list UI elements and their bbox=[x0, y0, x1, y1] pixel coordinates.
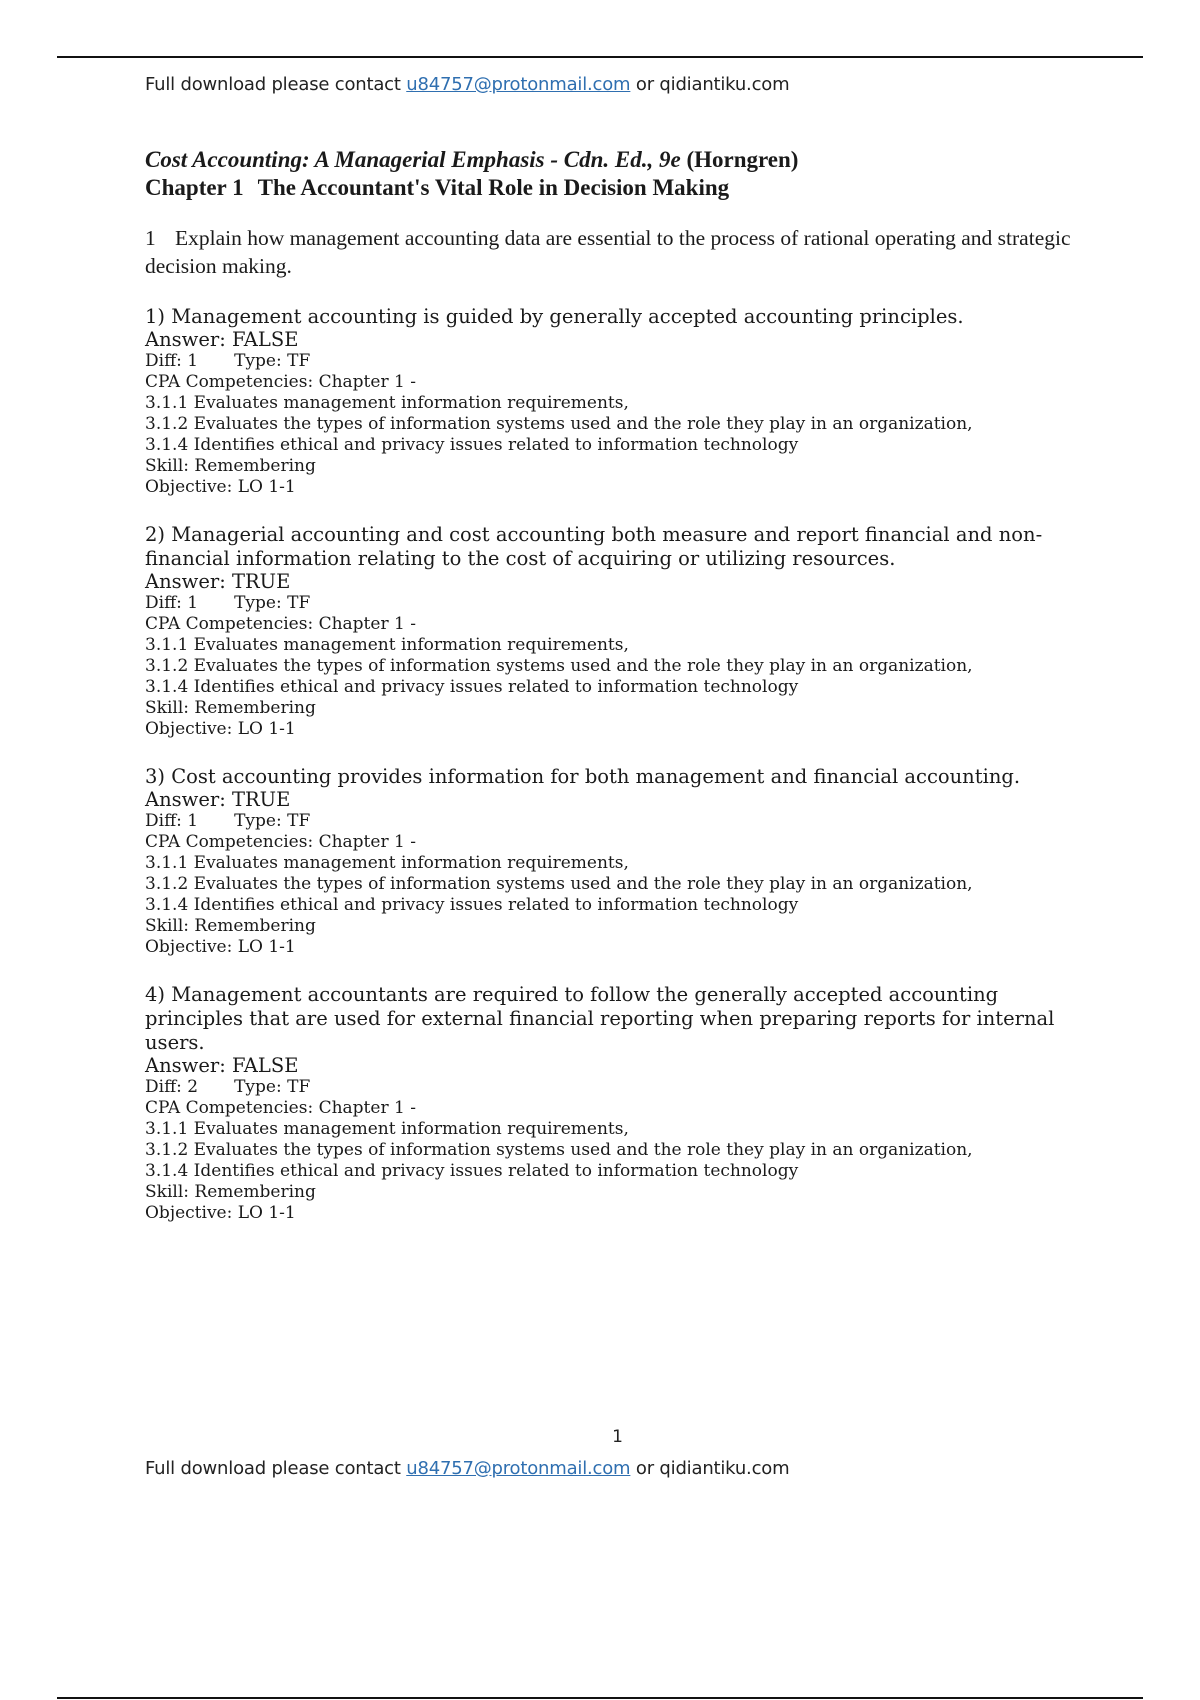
question-skill: Skill: Remembering bbox=[145, 1182, 316, 1202]
question-difficulty: Diff: 2 bbox=[145, 1077, 199, 1097]
bottom-page-rule bbox=[57, 1697, 1143, 1699]
question-item bbox=[145, 983, 1095, 1224]
question-competency-3-1-1: 3.1.1 Evaluates management information requirements, bbox=[145, 1119, 629, 1139]
question-objective: Objective: LO 1-1 bbox=[145, 1203, 296, 1223]
question-skill: Skill: Remembering bbox=[145, 916, 316, 936]
question-objective: Objective: LO 1-1 bbox=[145, 937, 296, 957]
chapter-label: Chapter 1 bbox=[145, 175, 244, 200]
question-competency-3-1-4: 3.1.4 Identifies ethical and privacy issues related to information technology bbox=[145, 435, 799, 455]
question-competency-3-1-4: 3.1.4 Identifies ethical and privacy issues related to information technology bbox=[145, 895, 799, 915]
question-type: Type: TF bbox=[234, 811, 311, 831]
question-text: 1) Management accounting is guided by generally accepted accounting principles. bbox=[145, 305, 964, 328]
question-answer: Answer: TRUE bbox=[145, 788, 291, 811]
question-cpa-competencies: CPA Competencies: Chapter 1 - bbox=[145, 614, 416, 634]
page-number: 1 bbox=[612, 1427, 623, 1447]
question-difficulty: Diff: 1 bbox=[145, 593, 199, 613]
question-cpa-competencies: CPA Competencies: Chapter 1 - bbox=[145, 372, 416, 392]
question-competency-3-1-2: 3.1.2 Evaluates the types of information systems used and the role they play in an organization, bbox=[145, 1140, 973, 1160]
question-text: 2) Managerial accounting and cost accounting both measure and report financial and non-financial information relating to the cost of acquiring or utilizing resources. bbox=[145, 523, 1043, 570]
footer-contact-prefix: Full download please contact bbox=[145, 1458, 407, 1479]
header-contact-email-link[interactable]: u84757@protonmail.com bbox=[406, 74, 631, 95]
question-competency-3-1-4: 3.1.4 Identifies ethical and privacy issues related to information technology bbox=[145, 677, 799, 697]
question-diff-type bbox=[145, 1077, 1095, 1098]
footer-contact-suffix: or qidiantiku.com bbox=[630, 1458, 790, 1479]
question-answer: Answer: TRUE bbox=[145, 570, 291, 593]
learning-objective-number: 1 bbox=[145, 226, 156, 250]
question-cpa-competencies: CPA Competencies: Chapter 1 - bbox=[145, 832, 416, 852]
question-competency-3-1-2: 3.1.2 Evaluates the types of information systems used and the role they play in an organization, bbox=[145, 414, 973, 434]
question-diff-type bbox=[145, 811, 1095, 832]
question-competency-3-1-1: 3.1.1 Evaluates management information requirements, bbox=[145, 393, 629, 413]
header-contact-prefix: Full download please contact bbox=[145, 74, 407, 95]
question-type: Type: TF bbox=[234, 351, 311, 371]
top-page-rule bbox=[57, 56, 1143, 58]
question-diff-type bbox=[145, 351, 1095, 372]
footer-contact-line bbox=[145, 1458, 789, 1479]
book-title-author: (Horngren) bbox=[680, 147, 799, 172]
header-contact-line bbox=[145, 74, 789, 95]
header-contact-suffix: or qidiantiku.com bbox=[630, 74, 790, 95]
learning-objective bbox=[145, 224, 1095, 280]
question-type: Type: TF bbox=[234, 593, 311, 613]
question-competency-3-1-2: 3.1.2 Evaluates the types of information systems used and the role they play in an organization, bbox=[145, 874, 973, 894]
question-difficulty: Diff: 1 bbox=[145, 811, 199, 831]
question-competency-3-1-2: 3.1.2 Evaluates the types of information systems used and the role they play in an organization, bbox=[145, 656, 973, 676]
question-type: Type: TF bbox=[234, 1077, 311, 1097]
book-title-italic: Cost Accounting: A Managerial Emphasis - Cdn. Ed., 9e bbox=[145, 147, 681, 172]
question-cpa-competencies: CPA Competencies: Chapter 1 - bbox=[145, 1098, 416, 1118]
question-difficulty: Diff: 1 bbox=[145, 351, 199, 371]
question-item bbox=[145, 765, 1095, 958]
question-text: 3) Cost accounting provides information for both management and financial accounting. bbox=[145, 765, 1021, 788]
chapter-title bbox=[145, 174, 1095, 202]
question-list bbox=[145, 305, 1095, 1224]
footer-contact-email-link[interactable]: u84757@protonmail.com bbox=[406, 1458, 631, 1479]
chapter-name: The Accountant's Vital Role in Decision Making bbox=[257, 175, 730, 200]
learning-objective-text: Explain how management accounting data are essential to the process of rational operating and strategic decision making. bbox=[145, 226, 1071, 278]
question-skill: Skill: Remembering bbox=[145, 698, 316, 718]
question-item bbox=[145, 305, 1095, 498]
question-text: 4) Management accountants are required to follow the generally accepted accounting principles that are used for external financial reporting when preparing reports for internal users. bbox=[145, 983, 1055, 1054]
question-answer: Answer: FALSE bbox=[145, 1054, 299, 1077]
question-competency-3-1-1: 3.1.1 Evaluates management information requirements, bbox=[145, 853, 629, 873]
question-diff-type bbox=[145, 593, 1095, 614]
question-objective: Objective: LO 1-1 bbox=[145, 719, 296, 739]
question-competency-3-1-4: 3.1.4 Identifies ethical and privacy issues related to information technology bbox=[145, 1161, 799, 1181]
document-body bbox=[145, 146, 1095, 1224]
book-title bbox=[145, 146, 1095, 174]
question-objective: Objective: LO 1-1 bbox=[145, 477, 296, 497]
question-item bbox=[145, 523, 1095, 740]
question-skill: Skill: Remembering bbox=[145, 456, 316, 476]
question-competency-3-1-1: 3.1.1 Evaluates management information requirements, bbox=[145, 635, 629, 655]
question-answer: Answer: FALSE bbox=[145, 328, 299, 351]
